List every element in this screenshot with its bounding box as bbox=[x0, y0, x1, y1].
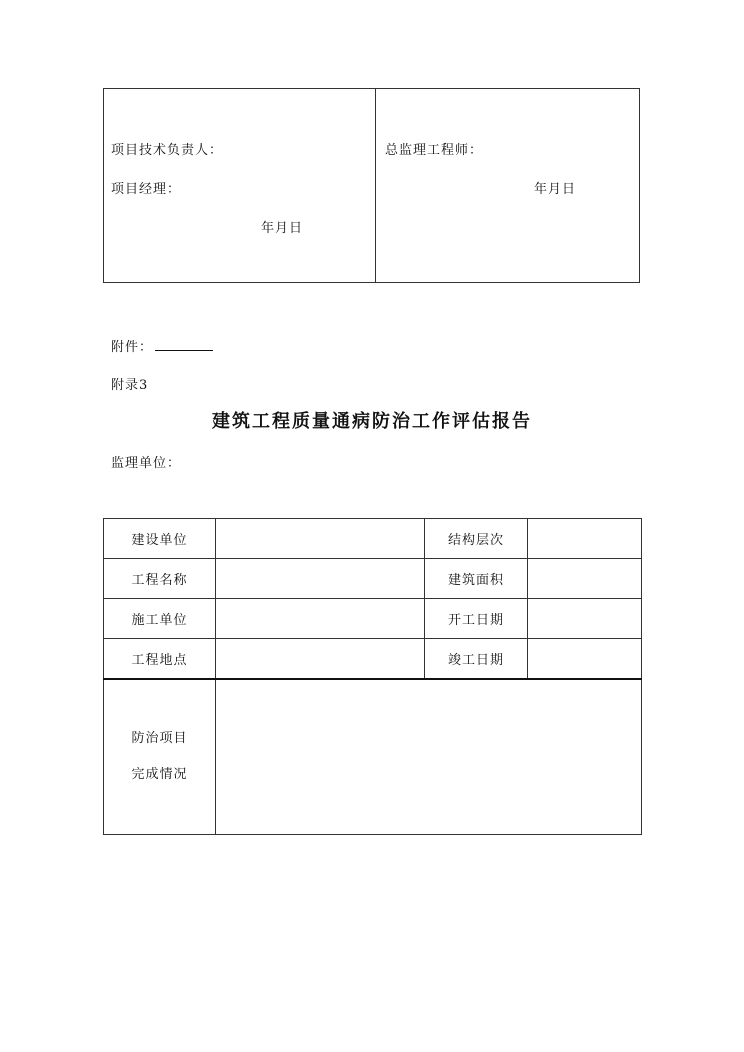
building-area-value[interactable] bbox=[528, 559, 642, 599]
prevention-completion-label bbox=[104, 679, 216, 835]
table-row bbox=[104, 639, 642, 679]
table-row bbox=[104, 599, 642, 639]
attachment-blank[interactable] bbox=[155, 338, 213, 351]
construction-unit-value[interactable] bbox=[216, 519, 425, 559]
start-date-label: 开工日期 bbox=[425, 599, 528, 639]
signature-box-divider bbox=[375, 88, 376, 283]
structure-level-label: 结构层次 bbox=[425, 519, 528, 559]
project-info-table bbox=[103, 518, 642, 835]
table-row bbox=[104, 519, 642, 559]
completion-date-value[interactable] bbox=[528, 639, 642, 679]
project-name-value[interactable] bbox=[216, 559, 425, 599]
chief-supervisor-label: 总监理工程师： bbox=[385, 143, 484, 158]
supervision-unit-label: 监理单位： bbox=[111, 456, 182, 471]
right-date-label: 年月日 bbox=[534, 182, 577, 197]
project-manager-label: 项目经理： bbox=[111, 182, 182, 197]
appendix-label: 附录3 bbox=[111, 378, 149, 393]
project-location-label: 工程地点 bbox=[104, 639, 216, 679]
report-title: 建筑工程质量通病防治工作评估报告 bbox=[212, 411, 532, 432]
project-name-label: 工程名称 bbox=[104, 559, 216, 599]
table-row bbox=[104, 559, 642, 599]
start-date-value[interactable] bbox=[528, 599, 642, 639]
project-location-value[interactable] bbox=[216, 639, 425, 679]
structure-level-value[interactable] bbox=[528, 519, 642, 559]
prevention-items-label: 防治项目 bbox=[131, 730, 188, 746]
construction-unit-label: 建设单位 bbox=[104, 519, 216, 559]
prevention-completion-value[interactable] bbox=[216, 679, 642, 835]
left-date-label: 年月日 bbox=[261, 221, 304, 236]
tech-lead-label: 项目技术负责人： bbox=[111, 143, 224, 158]
table-row bbox=[104, 679, 642, 835]
attachment-line bbox=[111, 336, 213, 355]
completion-date-label: 竣工日期 bbox=[425, 639, 528, 679]
contractor-value[interactable] bbox=[216, 599, 425, 639]
attachment-label: 附件： bbox=[111, 340, 154, 355]
contractor-label: 施工单位 bbox=[104, 599, 216, 639]
building-area-label: 建筑面积 bbox=[425, 559, 528, 599]
completion-status-label: 完成情况 bbox=[131, 766, 188, 782]
